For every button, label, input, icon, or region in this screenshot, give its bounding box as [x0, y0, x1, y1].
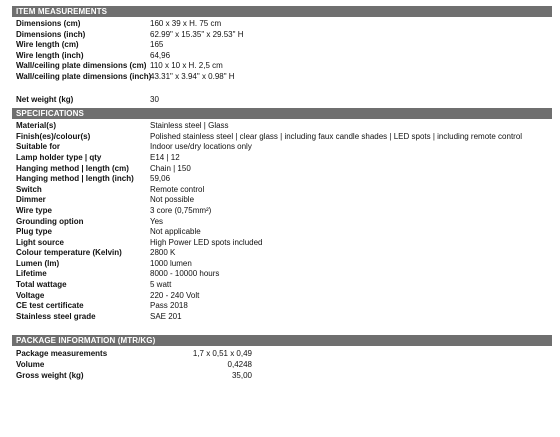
spec-label: Hanging method | length (cm) [16, 163, 129, 173]
spec-row [12, 312, 552, 323]
measurements-list [12, 19, 552, 83]
spec-label: Colour temperature (Kelvin) [16, 248, 122, 258]
measurement-value: 64,96 [150, 50, 171, 60]
spec-value: 3 core (0,75mm²) [150, 205, 212, 215]
spec-label: Lumen (lm) [16, 258, 60, 268]
spec-row [12, 269, 552, 280]
spec-label: Grounding option [16, 216, 84, 226]
spacer [12, 83, 552, 95]
net-weight-value: 30 [150, 94, 159, 104]
net-weight-row [12, 95, 552, 106]
spec-label: Light source [16, 237, 65, 247]
spec-label: Plug type [16, 227, 53, 237]
spec-value: 1000 lumen [150, 258, 192, 268]
spec-value: 59,06 [150, 174, 171, 184]
measurement-label: Wire length (inch) [16, 50, 84, 60]
spec-row [12, 280, 552, 291]
spec-row [12, 153, 552, 164]
spec-row [12, 291, 552, 302]
package-list [12, 349, 552, 381]
product-spec-sheet [12, 6, 552, 382]
measurement-row [12, 51, 552, 62]
spec-row [12, 164, 552, 175]
measurement-row [12, 61, 552, 72]
package-value: 0,4248 [227, 360, 252, 370]
package-row [12, 371, 552, 382]
spec-row [12, 248, 552, 259]
measurement-label: Wire length (cm) [16, 40, 79, 50]
spec-row [12, 142, 552, 153]
package-label: Package measurements [16, 349, 108, 359]
package-information-header: PACKAGE INFORMATION (MTR/KG) [12, 335, 552, 346]
spec-label: Total wattage [16, 280, 67, 290]
measurement-label: Wall/ceiling plate dimensions (cm) [16, 61, 147, 71]
package-row [12, 360, 552, 371]
spec-label: Lamp holder type | qty [16, 152, 102, 162]
spec-label: Dimmer [16, 195, 46, 205]
measurement-value: 160 x 39 x H. 75 cm [150, 19, 222, 28]
spec-value: Indoor use/dry locations only [150, 142, 252, 152]
spec-label: Voltage [16, 290, 45, 300]
spec-value: High Power LED spots included [150, 237, 263, 247]
measurement-value: 165 [150, 40, 164, 50]
spec-row [12, 132, 552, 143]
measurement-row [12, 40, 552, 51]
spec-row [12, 174, 552, 185]
spec-label: Switch [16, 184, 42, 194]
measurement-row [12, 19, 552, 30]
spec-label: Stainless steel grade [16, 311, 96, 321]
spec-label: Hanging method | length (inch) [16, 174, 134, 184]
spec-row [12, 185, 552, 196]
package-value: 1,7 x 0,51 x 0,49 [192, 349, 252, 359]
spec-value: Remote control [150, 184, 205, 194]
spec-row [12, 217, 552, 228]
spec-label: Wire type [16, 205, 52, 215]
measurement-value: 43.31" x 3.94" x 0.98" H [150, 71, 235, 81]
measurement-label: Dimensions (cm) [16, 19, 81, 28]
spec-label: Lifetime [16, 269, 47, 279]
spec-row [12, 301, 552, 312]
spec-row [12, 206, 552, 217]
spacer [12, 322, 552, 335]
spec-value: E14 | 12 [150, 152, 180, 162]
spec-label: Finish(es)/colour(s) [16, 131, 91, 141]
item-measurements-header: ITEM MEASUREMENTS [12, 6, 552, 17]
package-row [12, 349, 552, 360]
spec-value: 8000 - 10000 hours [150, 269, 220, 279]
specifications-list [12, 121, 552, 322]
spec-value: 5 watt [150, 280, 172, 290]
spec-value: Not possible [150, 195, 195, 205]
spec-value: 2800 K [150, 248, 176, 258]
spec-label: CE test certificate [16, 301, 84, 311]
spec-value: Pass 2018 [150, 301, 188, 311]
spec-value: Chain | 150 [150, 163, 191, 173]
spec-label: Suitable for [16, 142, 61, 152]
package-label: Volume [16, 360, 45, 370]
spec-row [12, 259, 552, 270]
spec-label: Material(s) [16, 121, 57, 131]
measurement-label: Dimensions (inch) [16, 29, 86, 39]
spec-value: Polished stainless steel | clear glass | including faux candle shades | LED spots | including remote control [150, 131, 523, 141]
net-weight-label: Net weight (kg) [16, 94, 74, 104]
measurement-row [12, 30, 552, 41]
spec-value: 220 - 240 Volt [150, 290, 200, 300]
spec-row [12, 238, 552, 249]
measurement-value: 110 x 10 x H. 2,5 cm [150, 61, 223, 71]
measurement-row [12, 72, 552, 83]
spec-row [12, 121, 552, 132]
spec-value: Not applicable [150, 227, 201, 237]
measurement-value: 62.99" x 15.35" x 29.53" H [150, 29, 244, 39]
spec-value: Stainless steel | Glass [150, 121, 229, 131]
measurement-label: Wall/ceiling plate dimensions (inch) [16, 71, 152, 81]
package-value: 35,00 [231, 371, 252, 381]
spec-value: Yes [150, 216, 164, 226]
package-label: Gross weight (kg) [16, 371, 84, 381]
specifications-header: SPECIFICATIONS [12, 108, 552, 119]
spec-row [12, 227, 552, 238]
spec-row [12, 195, 552, 206]
spec-value: SAE 201 [150, 311, 182, 321]
